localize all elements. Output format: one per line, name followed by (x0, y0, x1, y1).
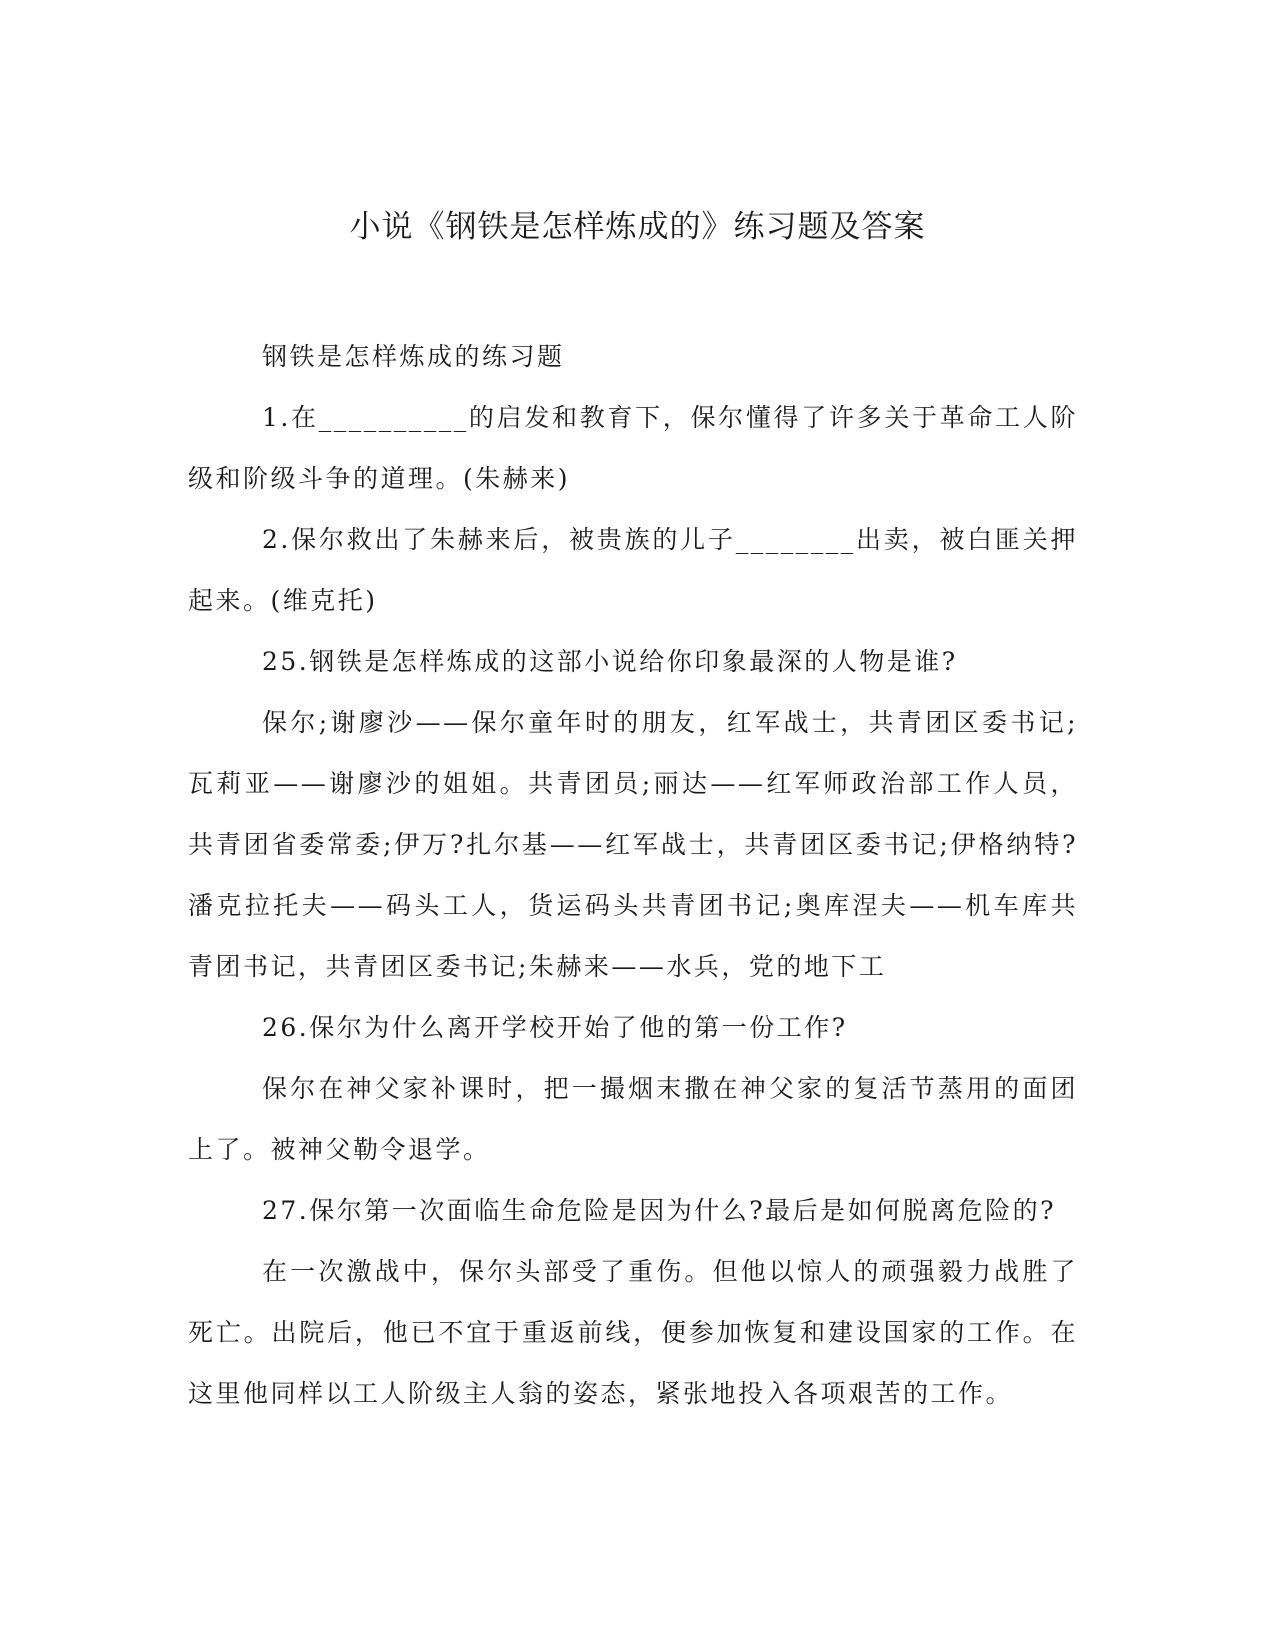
answer-26: 保尔在神父家补课时，把一撮烟末撒在神父家的复活节蒸用的面团上了。被神父勒令退学。 (188, 1074, 1078, 1164)
answer-25: 保尔;谢廖沙——保尔童年时的朋友，红军战士，共青团区委书记;瓦莉亚——谢廖沙的姐姐。共青团员;丽达——红军师政治部工作人员，共青团省委常委;伊万?扎尔基——红军战士，共青团区委书记;伊格纳特?潘克拉托夫——码头工人，货运码头共青团书记;奥库涅夫——机车库共青团书记，共青团区委书记;朱赫来——水兵，党的地下工 (188, 708, 1078, 981)
question-25: 25.钢铁是怎样炼成的这部小说给你印象最深的人物是谁? (262, 647, 958, 676)
question-2: 2.保尔救出了朱赫来后，被贵族的儿子________出卖，被白匪关押起来。(维克托) (188, 525, 1078, 615)
document-title: 小说《钢铁是怎样炼成的》练习题及答案 (349, 209, 926, 245)
answer-27: 在一次激战中，保尔头部受了重伤。但他以惊人的顽强毅力战胜了死亡。出院后，他已不宜于重返前线，便参加恢复和建设国家的工作。在这里他同样以工人阶级主人翁的姿态，紧张地投入各项艰苦的工作。 (188, 1257, 1078, 1408)
document-body (188, 326, 1078, 1424)
question-26: 26.保尔为什么离开学校开始了他的第一份工作? (262, 1013, 848, 1042)
question-1: 1.在__________的启发和教育下，保尔懂得了许多关于革命工人阶级和阶级斗争的道理。(朱赫来) (188, 403, 1078, 493)
question-27: 27.保尔第一次面临生命危险是因为什么?最后是如何脱离危险的? (262, 1196, 1057, 1225)
section-heading: 钢铁是怎样炼成的练习题 (262, 342, 565, 371)
